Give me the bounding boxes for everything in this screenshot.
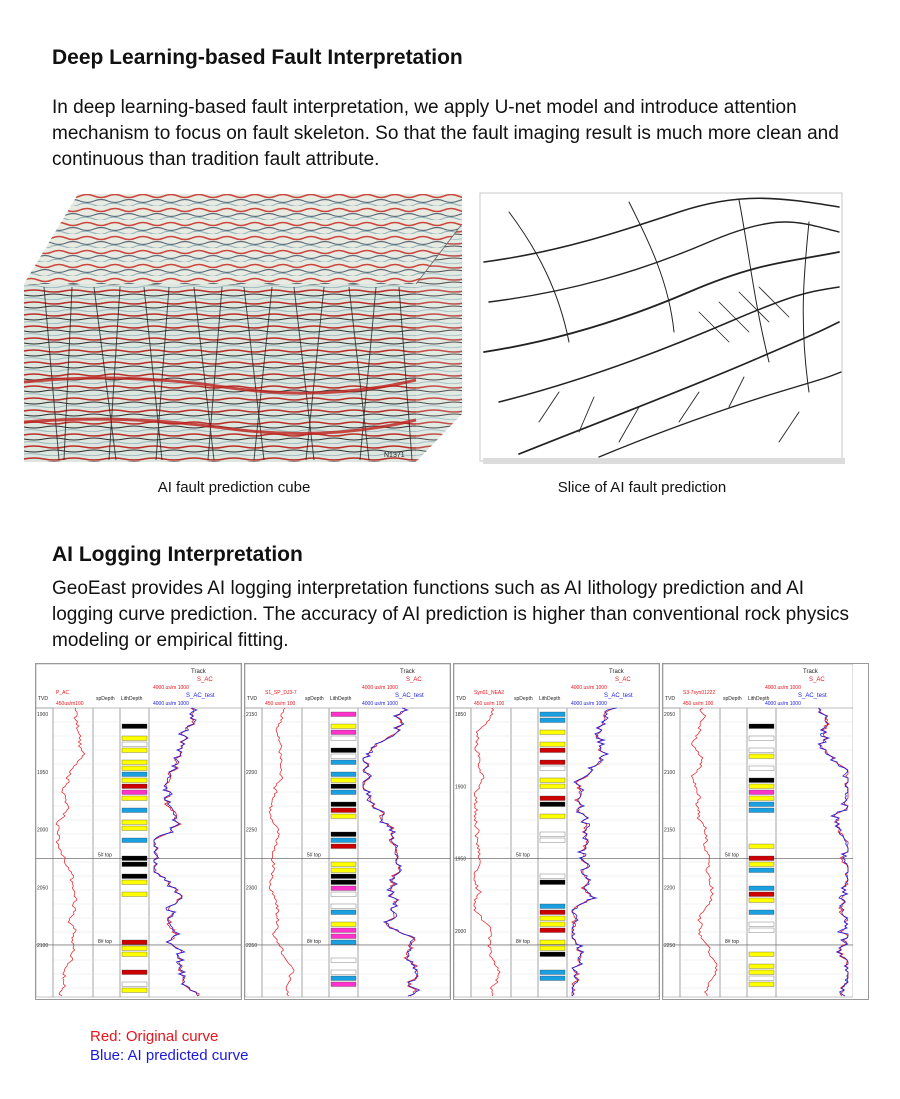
legend-original: Red: Original curve <box>90 1028 219 1045</box>
lith-block <box>331 976 356 981</box>
lith-block <box>122 982 147 987</box>
log-header-units-2: 4000 us/m 1000 <box>362 701 398 707</box>
lith-block <box>540 838 565 843</box>
lith-block <box>749 736 774 741</box>
log-depth-label: 2150 <box>664 827 676 834</box>
lith-block <box>331 712 356 717</box>
log-header-sac-test: S_AC_test <box>798 693 827 699</box>
lith-block <box>122 874 147 879</box>
lith-block <box>331 928 356 933</box>
log-track-frame <box>149 708 241 997</box>
log-header-dep: spDepth <box>305 696 324 702</box>
lith-block <box>749 802 774 807</box>
lith-block <box>749 952 774 957</box>
lith-block <box>122 880 147 885</box>
log-panel-3-svg <box>454 664 659 999</box>
lith-block <box>540 874 565 879</box>
log-header-scale: 450 us/m 100 <box>683 701 714 707</box>
predicted-curve-track5 <box>363 708 420 996</box>
log-header-dep: spDepth <box>723 696 742 702</box>
lith-block <box>122 826 147 831</box>
lith-block <box>540 832 565 837</box>
log-depth-label: 2250 <box>664 943 676 950</box>
lith-block <box>122 808 147 813</box>
log-panel-4-svg <box>663 664 853 999</box>
lith-block <box>122 724 147 729</box>
log-header-track: Track <box>400 669 415 675</box>
lith-block <box>540 928 565 933</box>
lith-block <box>749 922 774 927</box>
log-track-frame <box>36 708 53 997</box>
lith-block <box>540 712 565 717</box>
predicted-curve-track5 <box>154 708 198 996</box>
lith-block <box>122 796 147 801</box>
lith-block <box>331 772 356 777</box>
lith-block <box>331 934 356 939</box>
lith-block <box>749 856 774 861</box>
original-curve-track5 <box>363 708 418 996</box>
lith-block <box>331 892 356 897</box>
lith-block <box>540 952 565 957</box>
lith-block <box>331 874 356 879</box>
log-depth-label: 2000 <box>37 827 49 834</box>
predicted-curve-track5 <box>572 708 617 996</box>
lith-block <box>122 988 147 993</box>
legend-predicted: Blue: AI predicted curve <box>90 1047 249 1064</box>
lith-block <box>540 976 565 981</box>
log-header-scale: 450us/m100 <box>56 701 84 707</box>
lith-block <box>540 796 565 801</box>
log-panel-2-svg <box>245 664 450 999</box>
lith-block <box>331 730 356 735</box>
lith-block <box>122 838 147 843</box>
log-depth-label: 1950 <box>455 856 467 863</box>
lith-block <box>540 778 565 783</box>
lith-block <box>540 904 565 909</box>
lith-block <box>749 784 774 789</box>
lith-block <box>749 928 774 933</box>
original-curve-track5 <box>154 708 199 996</box>
lith-block <box>122 856 147 861</box>
log-header-scale: 450 us/m 100 <box>265 701 296 707</box>
log-depth-label: 2050 <box>37 885 49 892</box>
lith-block <box>122 766 147 771</box>
lith-block <box>331 724 356 729</box>
log-depth-label: 1900 <box>455 784 467 791</box>
lith-block <box>331 910 356 915</box>
log-header-units-2: 4000 us/m 1000 <box>765 701 801 707</box>
lith-block <box>749 892 774 897</box>
log-header-track: Track <box>803 669 818 675</box>
lith-block <box>122 970 147 975</box>
lith-block <box>331 904 356 909</box>
lith-block <box>331 862 356 867</box>
cube-inline-label: N1371 <box>384 452 405 459</box>
lith-block <box>749 808 774 813</box>
section-title-logging: AI Logging Interpretation <box>52 543 303 566</box>
lith-block <box>122 784 147 789</box>
lith-block <box>540 910 565 915</box>
lith-block <box>749 778 774 783</box>
log-header-lith: LithDepth <box>330 696 352 702</box>
log-depth-label: 2350 <box>246 943 258 950</box>
lith-block <box>122 952 147 957</box>
lith-block <box>540 748 565 753</box>
log-track-frame <box>53 708 93 997</box>
lith-block <box>749 982 774 987</box>
lith-block <box>331 838 356 843</box>
section-paragraph-logging: GeoEast provides AI logging interpretation functions such as AI lithology prediction and AI logging curve prediction. The accuracy of AI prediction is higher than conventional rock physics modeling or empirical fitting. <box>52 578 850 651</box>
original-curve-track2 <box>474 708 500 996</box>
log-marker-label: 8# top <box>307 938 321 945</box>
log-marker-label: 5# top <box>98 852 112 859</box>
fault-slice-image <box>479 192 845 464</box>
log-header-scale: 450 us/m 100 <box>474 701 505 707</box>
log-depth-label: 2200 <box>664 885 676 892</box>
lith-block <box>540 940 565 945</box>
log-header-lith: LithDepth <box>121 696 143 702</box>
log-header-sac: S_AC <box>406 677 422 683</box>
lith-block <box>540 718 565 723</box>
log-marker-label: 5# top <box>725 852 739 859</box>
lith-block <box>122 940 147 945</box>
lith-block <box>749 754 774 759</box>
log-header-units-2: 4000 us/m 1000 <box>571 701 607 707</box>
log-header-sac: S_AC <box>809 677 825 683</box>
log-marker-label: 8# top <box>98 938 112 945</box>
log-header-dep: spDepth <box>514 696 533 702</box>
section-paragraph-fault: In deep learning-based fault interpretation, we apply U-net model and introduce attention mechanism to focus on fault skeleton. So that the fault imaging result is much more clean and continuous than tradition fault attribute. <box>52 97 839 170</box>
lith-block <box>540 742 565 747</box>
lith-block <box>122 772 147 777</box>
log-panel-4 <box>662 663 869 1000</box>
log-header-sac-test: S_AC_test <box>186 693 215 699</box>
predicted-curve-track5 <box>818 708 848 996</box>
log-track-frame <box>454 708 471 997</box>
lith-block <box>331 886 356 891</box>
section-title-fault: Deep Learning-based Fault Interpretation <box>52 46 463 69</box>
lith-block <box>331 790 356 795</box>
log-depth-label: 2100 <box>37 943 49 950</box>
log-track-frame <box>663 708 680 997</box>
log-header-sac: S_AC <box>615 677 631 683</box>
log-header-dep: spDepth <box>96 696 115 702</box>
log-marker-label: 5# top <box>307 852 321 859</box>
lith-block <box>540 802 565 807</box>
log-track-frame <box>262 708 302 997</box>
lith-block <box>331 940 356 945</box>
caption-fault-slice: Slice of AI fault prediction <box>557 479 727 496</box>
original-curve-track2 <box>56 708 85 996</box>
lith-block <box>122 946 147 951</box>
curve-legend <box>90 1027 248 1065</box>
caption-fault-cube: AI fault prediction cube <box>157 479 311 496</box>
log-panel-2 <box>244 663 451 1000</box>
lith-block <box>122 790 147 795</box>
log-header-lith: LithDepth <box>748 696 770 702</box>
lith-block <box>331 784 356 789</box>
lith-block <box>749 886 774 891</box>
lith-block <box>749 898 774 903</box>
lith-block <box>540 946 565 951</box>
lith-block <box>331 880 356 885</box>
lith-block <box>749 844 774 849</box>
lith-block <box>749 790 774 795</box>
log-depth-label: 1950 <box>37 769 49 776</box>
lith-block <box>540 784 565 789</box>
log-header-sac-test: S_AC_test <box>395 693 424 699</box>
log-marker-label: 8# top <box>516 938 530 945</box>
lith-block <box>331 808 356 813</box>
log-depth-label: 2050 <box>664 712 676 718</box>
lith-block <box>749 748 774 753</box>
lith-block <box>331 982 356 987</box>
log-track-frame <box>680 708 720 997</box>
lith-block <box>540 880 565 885</box>
log-header-track: Track <box>609 669 624 675</box>
lith-block <box>331 832 356 837</box>
log-header-sac-test: S_AC_test <box>604 693 633 699</box>
lith-block <box>540 760 565 765</box>
log-panel-1 <box>35 663 242 1000</box>
log-marker-label: 5# top <box>516 852 530 859</box>
lith-block <box>749 964 774 969</box>
lith-block <box>749 868 774 873</box>
lith-block <box>122 862 147 867</box>
lith-block <box>540 730 565 735</box>
log-depth-label: 1900 <box>37 712 49 718</box>
log-header-curve: Syn01_NEA2 <box>474 690 505 696</box>
original-curve-track5 <box>818 708 848 996</box>
log-depth-label: 2150 <box>246 712 258 718</box>
log-header-units: 4000 us/m 1000 <box>765 685 801 691</box>
lith-block <box>540 814 565 819</box>
log-header-curve: P_AC <box>56 690 70 696</box>
lith-block <box>749 796 774 801</box>
lith-block <box>122 736 147 741</box>
log-depth-label: 2200 <box>246 769 258 776</box>
log-track-frame <box>358 708 450 997</box>
lith-block <box>540 922 565 927</box>
lith-block <box>749 724 774 729</box>
log-header-sac: S_AC <box>197 677 213 683</box>
log-marker-label: 8# top <box>725 938 739 945</box>
lith-block <box>749 766 774 771</box>
log-depth-label: 2100 <box>664 769 676 776</box>
log-panel-1-svg <box>36 664 241 999</box>
lith-block <box>122 892 147 897</box>
lith-block <box>331 748 356 753</box>
log-header-units: 4000 us/m 1000 <box>362 685 398 691</box>
lith-block <box>122 760 147 765</box>
log-header-units: 4000 us/m 1000 <box>153 685 189 691</box>
log-header-tvd: TVD <box>247 696 257 702</box>
lith-block <box>540 766 565 771</box>
lith-block <box>540 916 565 921</box>
lith-block <box>122 820 147 825</box>
lith-block <box>331 760 356 765</box>
lith-block <box>331 868 356 873</box>
log-header-units-2: 4000 us/m 1000 <box>153 701 189 707</box>
lith-block <box>122 742 147 747</box>
log-track-frame <box>245 708 262 997</box>
lith-block <box>749 910 774 915</box>
log-depth-label: 2250 <box>246 827 258 834</box>
lith-block <box>331 970 356 975</box>
fault-prediction-cube-image <box>24 192 464 464</box>
original-curve-track2 <box>691 708 717 996</box>
lith-block <box>749 976 774 981</box>
lith-block <box>331 754 356 759</box>
lith-block <box>749 862 774 867</box>
log-header-tvd: TVD <box>456 696 466 702</box>
lith-block <box>540 970 565 975</box>
log-depth-label: 2300 <box>246 885 258 892</box>
lith-block <box>122 778 147 783</box>
log-header-track: Track <box>191 669 206 675</box>
lith-block <box>331 814 356 819</box>
log-depth-label: 1850 <box>455 712 467 718</box>
original-curve-track2 <box>269 708 294 996</box>
log-header-lith: LithDepth <box>539 696 561 702</box>
lith-block <box>331 844 356 849</box>
lith-block <box>331 778 356 783</box>
log-header-tvd: TVD <box>665 696 675 702</box>
log-depth-label: 2000 <box>455 928 467 935</box>
log-header-curve: S3-7syn01222 <box>683 690 716 696</box>
lith-block <box>331 958 356 963</box>
lith-block <box>122 748 147 753</box>
log-header-curve: S1_SP_DJ3-7 <box>265 690 297 696</box>
lith-block <box>331 736 356 741</box>
log-header-units: 4000 us/m 1000 <box>571 685 607 691</box>
lith-block <box>749 970 774 975</box>
log-header-tvd: TVD <box>38 696 48 702</box>
lith-block <box>331 802 356 807</box>
lith-block <box>331 922 356 927</box>
log-panel-3 <box>453 663 660 1000</box>
